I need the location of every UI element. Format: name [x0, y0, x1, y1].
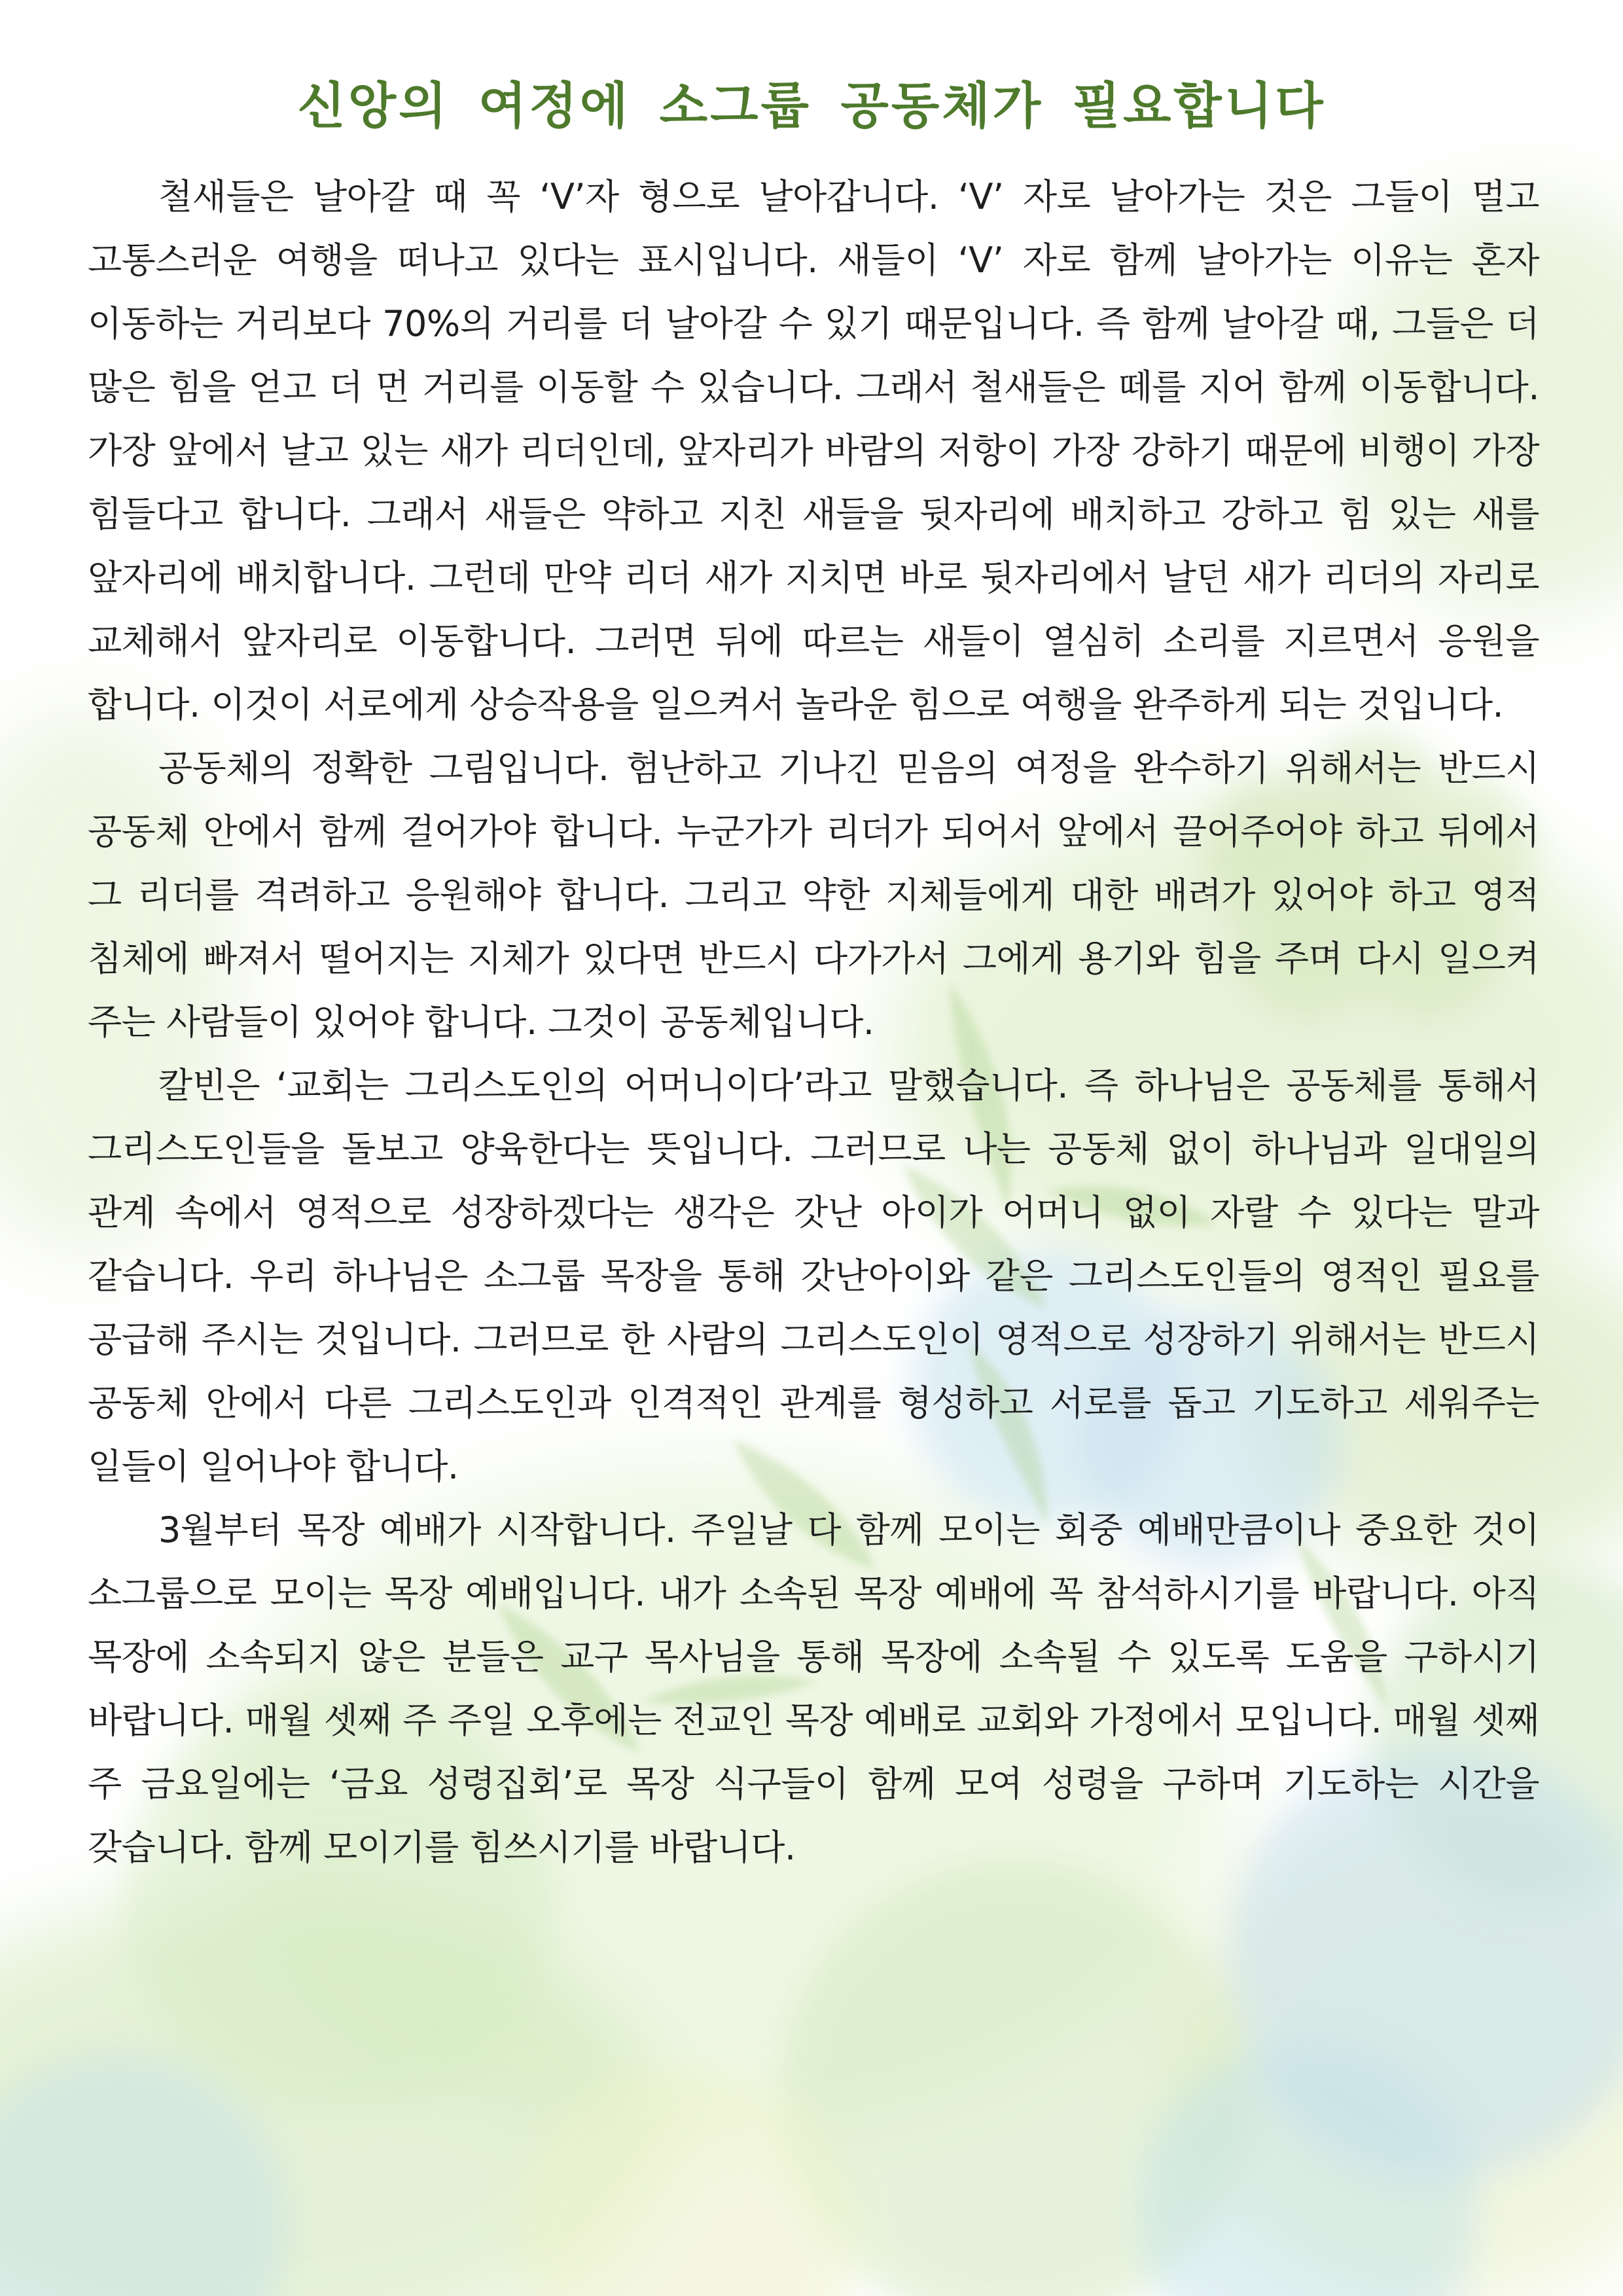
paragraph-4: 3월부터 목장 예배가 시작합니다. 주일날 다 함께 모이는 회중 예배만큼이나 중요한 것이 소그룹으로 모이는 목장 예배입니다. 내가 소속된 목장 예배에 꼭 참석하시기를 바랍니다. 아직 목장에 소속되지 않은 분들은 교구 목사님을 통해 목장에 소속될 수 있도록 도움을 구하시기 바랍니다. 매월 셋째 주 주일 오후에는 전교인 목장 예배로 교회와 가정에서 모입니다. 매월 셋째 주 금요일에는 ‘금요 성령집회’로 목장 식구들이 함께 모여 성령을 구하며 기도하는 시간을 갖습니다. 함께 모이기를 힘쓰시기를 바랍니다. — [88, 1509, 1539, 1868]
page-title: 신앙의 여정에 소그룹 공동체가 필요합니다 — [297, 77, 1326, 135]
paragraph-1: 철새들은 날아갈 때 꼭 ‘V’자 형으로 날아갑니다. ‘V’ 자로 날아가는 것은 그들이 멀고 고통스러운 여행을 떠나고 있다는 표시입니다. 새들이 ‘V’ 자로 함께 날아가는 이유는 혼자 이동하는 거리보다 70%의 거리를 더 날아갈 수 있기 때문입니다. 즉 함께 날아갈 때, 그들은 더 많은 힘을 얻고 더 먼 거리를 이동할 수 있습니다. 그래서 철새들은 떼를 지어 함께 이동합니다. 가장 앞에서 날고 있는 새가 리더인데, 앞자리가 바람의 저항이 가장 강하기 때문에 비행이 가장 힘들다고 합니다. 그래서 새들은 약하고 지친 새들을 뒷자리에 배치하고 강하고 힘 있는 새를 앞자리에 배치합니다. 그런데 만약 리더 새가 지치면 바로 뒷자리에서 날던 새가 리더의 자리로 교체해서 앞자리로 이동합니다. 그러면 뒤에 따르는 새들이 열심히 소리를 지르면서 응원을 합니다. 이것이 서로에게 상승작용을 일으켜서 놀라운 힘으로 여행을 완주하게 되는 것입니다. — [88, 176, 1539, 725]
paragraph-3: 칼빈은 ‘교회는 그리스도인의 어머니이다’라고 말했습니다. 즉 하나님은 공동체를 통해서 그리스도인들을 돌보고 양육한다는 뜻입니다. 그러므로 나는 공동체 없이 하나님과 일대일의 관계 속에서 영적으로 성장하겠다는 생각은 갓난 아이가 어머니 없이 자랄 수 있다는 말과 같습니다. 우리 하나님은 소그룹 목장을 통해 갓난아이와 같은 그리스도인들의 영적인 필요를 공급해 주시는 것입니다. 그러므로 한 사람의 그리스도인이 영적으로 성장하기 위해서는 반드시 공동체 안에서 다른 그리스도인과 인격적인 관계를 형성하고 서로를 돕고 기도하고 세워주는 일들이 일어나야 합니다. — [88, 1065, 1539, 1487]
article-body — [88, 165, 1539, 1879]
paragraph-2: 공동체의 정확한 그림입니다. 험난하고 기나긴 믿음의 여정을 완수하기 위해서는 반드시 공동체 안에서 함께 걸어가야 합니다. 누군가가 리더가 되어서 앞에서 끌어주어야 하고 뒤에서 그 리더를 격려하고 응원해야 합니다. 그리고 약한 지체들에게 대한 배려가 있어야 하고 영적 침체에 빠져서 떨어지는 지체가 있다면 반드시 다가가서 그에게 용기와 힘을 주며 다시 일으켜 주는 사람들이 있어야 합니다. 그것이 공동체입니다. — [88, 747, 1539, 1043]
